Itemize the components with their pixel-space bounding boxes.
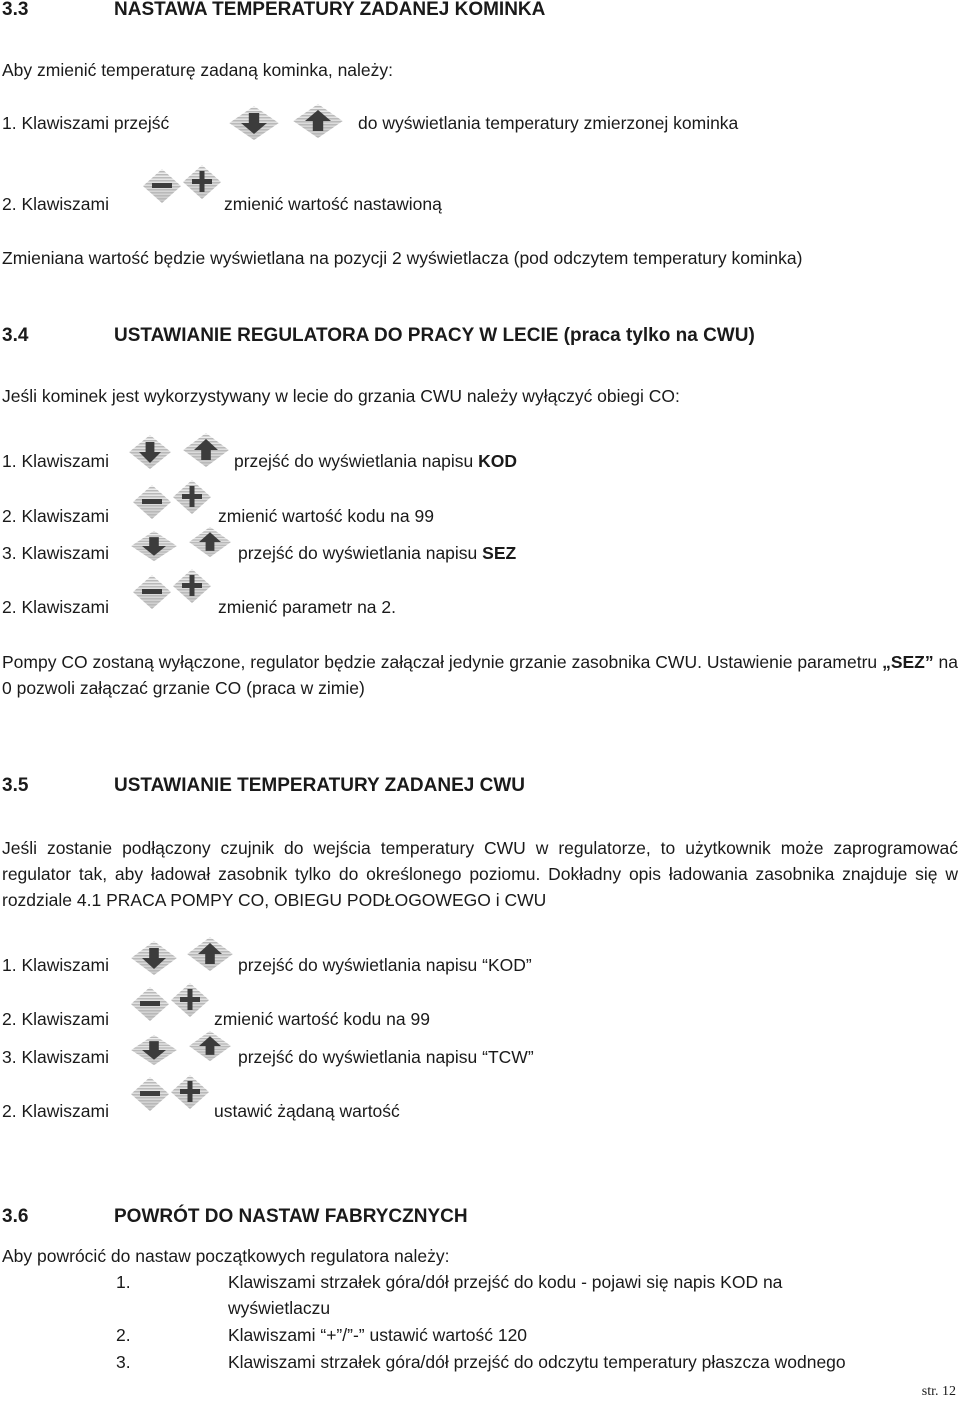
section-3-4-heading [2,325,755,348]
s35-step-label: 1. Klawiszami [2,955,109,975]
s33-step1-label: 1. Klawiszami przejść [2,113,170,133]
arrow-up-icon [292,103,344,139]
s34-paragraph [2,649,958,701]
s35-step-text: przejść do wyświetlania napisu “TCW” [238,1047,534,1067]
s33-step1-text: do wyświetlania temperatury zmierzonej kominka [358,113,739,133]
page-number: str. 12 [921,1384,956,1399]
section-3-3-heading [2,0,545,22]
minus-icon [132,574,172,610]
arrow-down-icon [130,1034,178,1066]
plus-icon [172,479,212,515]
paragraph-text: na 0 pozwoli załączać grzanie CO (praca w zimie) [2,652,958,698]
s35-step-text: zmienić wartość kodu na 99 [214,1009,430,1029]
s35-step-text: ustawić żądaną wartość [214,1101,400,1121]
arrow-up-icon [188,1030,232,1062]
section-3-5-heading [2,775,525,798]
minus-icon [142,168,182,204]
list-item: Klawiszami strzałek góra/dół przejść do kodu - pojawi się napis KOD na [228,1272,783,1292]
step-text: przejść do wyświetlania napisu [234,451,479,471]
list-item-continued: wyświetlaczu [228,1298,331,1318]
section-number: 3.4 [2,325,29,346]
s34-step-label: 1. Klawiszami [2,451,109,471]
section-title: POWRÓT DO NASTAW FABRYCZNYCH [114,1206,468,1227]
plus-icon [182,164,222,200]
section-title: USTAWIANIE REGULATORA DO PRACY W LECIE (praca tylko na CWU) [114,325,755,346]
s35-paragraph: Jeśli zostanie podłączony czujnik do wejścia temperatury CWU w regulatorze, to użytkownik może zaprogramować regulator tak, aby ładował zasobnik tylko do określonego poziomu. Dokładny opis ładowania zasobnika znajduje się w rozdziale 4.1 PRACA POMPY CO, OBIEGU PODŁOGOWEGO i CWU [2,838,958,910]
section-3-6-heading [2,1206,468,1229]
s35-step-label: 3. Klawiszami [2,1047,109,1067]
display-code: KOD [478,451,518,471]
s34-step-label: 2. Klawiszami [2,506,109,526]
arrow-up-icon [186,936,234,972]
arrow-down-icon [130,940,178,976]
s34-step-text [234,451,517,472]
arrow-up-icon [188,526,232,558]
arrow-down-icon [128,434,172,470]
s34-step-label: 2. Klawiszami [2,597,109,617]
step-text: przejść do wyświetlania napisu [238,543,483,563]
s33-step2-text: zmienić wartość nastawioną [224,194,442,214]
s34-intro: Jeśli kominek jest wykorzystywany w lecie do grzania CWU należy wyłączyć obiegi CO: [2,386,680,406]
list-number: 3. [116,1352,131,1372]
list-item: Klawiszami strzałek góra/dół przejść do odczytu temperatury płaszcza wodnego [228,1352,846,1372]
s33-step2-label: 2. Klawiszami [2,194,109,214]
s35-step-label: 2. Klawiszami [2,1009,109,1029]
s34-step-text: zmienić parametr na 2. [218,597,396,617]
minus-icon [130,986,170,1022]
arrow-down-icon [228,105,280,141]
minus-icon [132,484,172,520]
plus-icon [170,982,210,1018]
s34-step-label: 3. Klawiszami [2,543,109,563]
list-number: 1. [116,1272,131,1292]
arrow-down-icon [130,530,178,562]
display-code: SEZ [482,543,517,563]
section-number: 3.6 [2,1206,29,1227]
minus-icon [130,1076,170,1112]
list-number: 2. [116,1325,131,1345]
s33-intro: Aby zmienić temperaturę zadaną kominka, należy: [2,60,394,80]
section-title: NASTAWA TEMPERATURY ZADANEJ KOMINKA [114,0,546,20]
plus-icon [172,568,212,604]
s34-step-text: zmienić wartość kodu na 99 [218,506,434,526]
paragraph-text: Pompy CO zostaną wyłączone, regulator będzie załączał jedynie grzanie zasobnika CWU. Ustawienie parametru [2,652,883,672]
section-title: USTAWIANIE TEMPERATURY ZADANEJ CWU [114,775,525,796]
section-number: 3.5 [2,775,29,796]
s34-step-text [238,543,516,564]
s36-intro: Aby powrócić do nastaw początkowych regulatora należy: [2,1246,450,1266]
section-number: 3.3 [2,0,29,20]
list-item: Klawiszami “+”/”-” ustawić wartość 120 [228,1325,528,1345]
arrow-up-icon [182,432,230,468]
s35-step-label: 2. Klawiszami [2,1101,109,1121]
s33-note: Zmieniana wartość będzie wyświetlana na pozycji 2 wyświetlacza (pod odczytem temperatury kominka) [2,248,803,268]
plus-icon [170,1074,210,1110]
parameter-name: „SEZ” [882,652,934,672]
s35-step-text: przejść do wyświetlania napisu “KOD” [238,955,532,975]
